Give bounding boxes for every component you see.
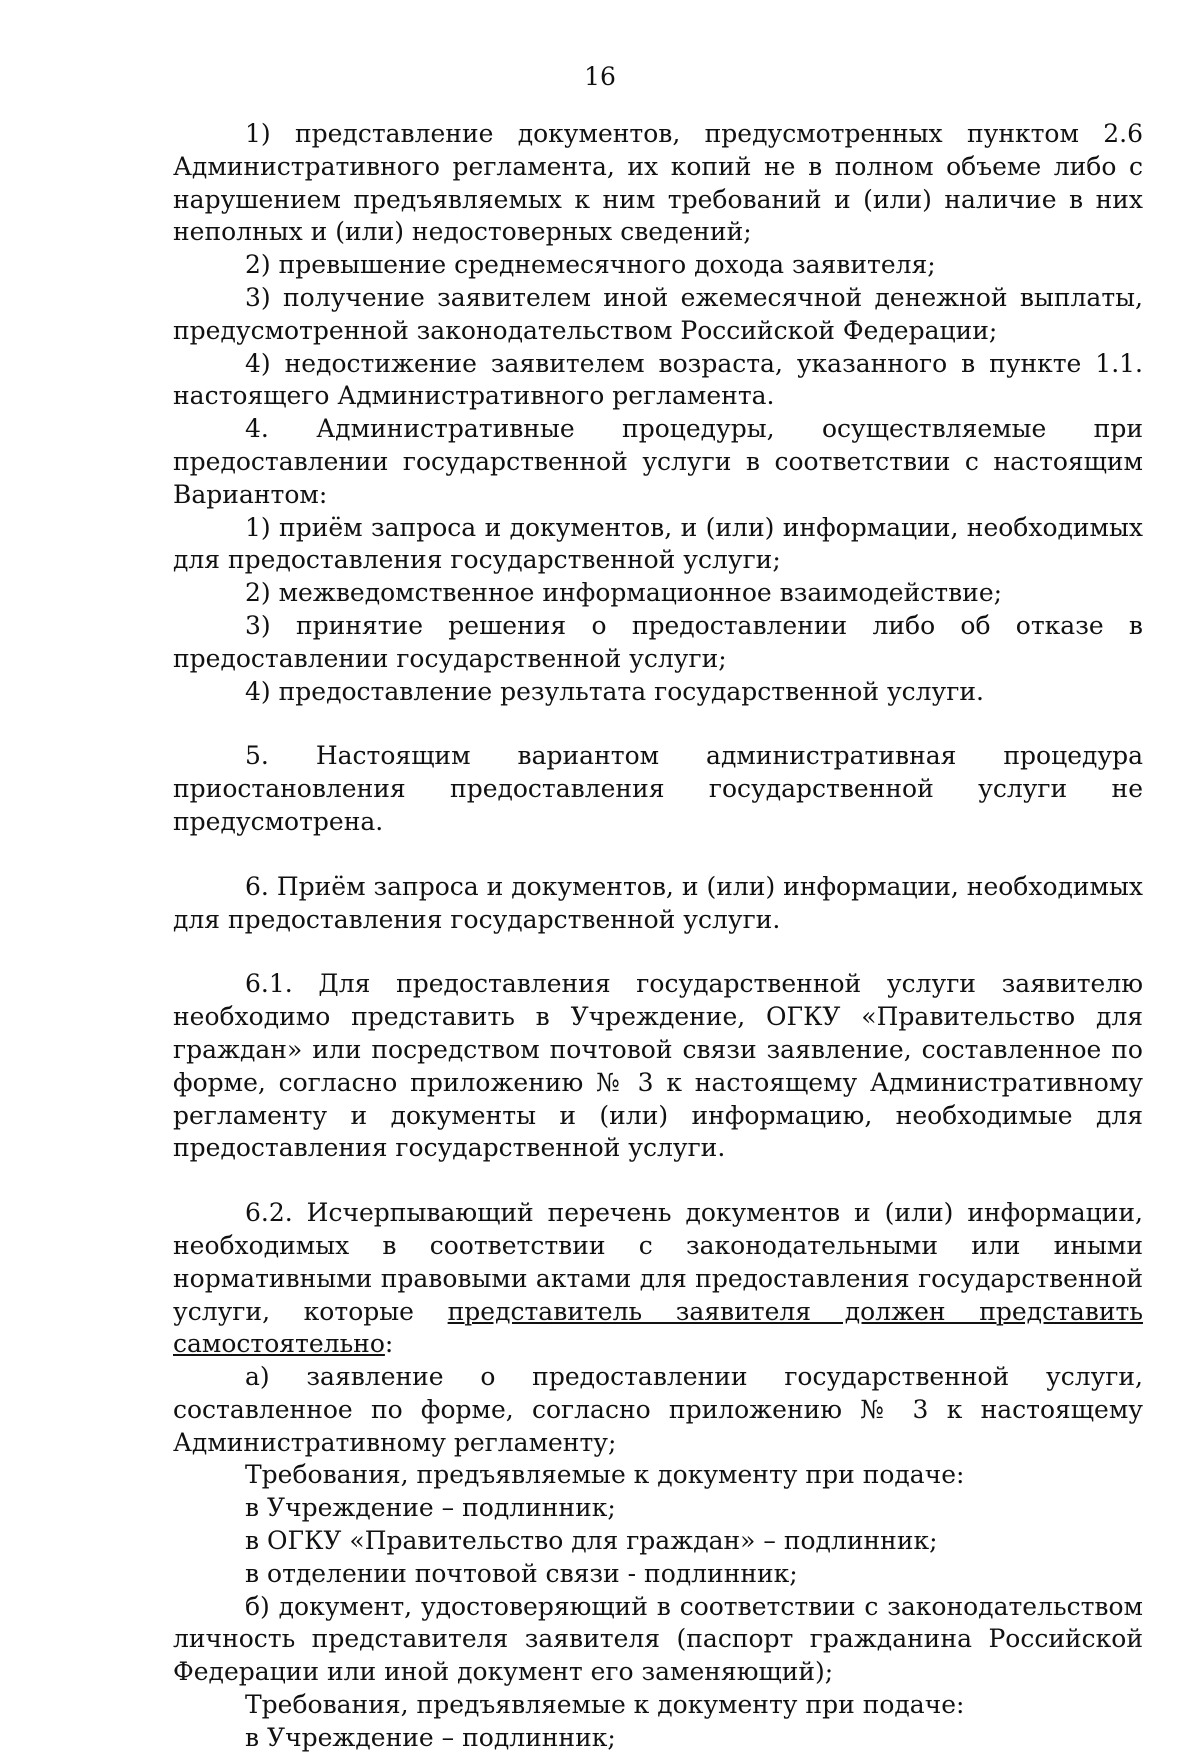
paragraph-section-4: 4. Административные процедуры, осуществляемые при предоставлении государственной услуги в соответствии с настоящим Вариантом: [173,414,1143,509]
paragraph-procedure-1: 1) приём запроса и документов, и (или) информации, необходимых для предоставления государственной услуги; [173,512,1143,575]
paragraph-procedure-4: 4) предоставление результата государственной услуги. [245,676,984,706]
paragraph-req-institution-a: в Учреждение – подлинник; [245,1493,616,1523]
paragraph-reason-1: 1) представление документов, предусмотренных пунктом 2.6 Административного регламента, их копий не в полном объеме либо с нарушением предъявляемых к ним требований и (или) наличие в них неполных и (или) недостоверных сведений; [173,119,1143,247]
paragraph-reason-3: 3) получение заявителем иной ежемесячной денежной выплаты, предусмотренной законодательством Российской Федерации; [173,282,1143,345]
paragraph-req-ogku-a: в ОГКУ «Правительство для граждан» – подлинник; [245,1526,938,1556]
paragraph-procedure-3: 3) принятие решения о предоставлении либо об отказе в предоставлении государственной услуги; [173,610,1143,673]
page-number: 16 [584,62,616,91]
paragraph-reason-2: 2) превышение среднемесячного дохода заявителя; [245,250,936,280]
paragraph-section-6-2 [173,1197,1143,1361]
section-6-2-underlined: представитель заявителя должен представить самостоятельно [173,1296,1143,1359]
paragraph-section-5: 5. Настоящим вариантом административная процедура приостановления предоставления государственной услуги не предусмотрена. [173,741,1143,836]
section-6-2-tail: : [384,1329,394,1359]
paragraph-requirements-a: Требования, предъявляемые к документу при подаче: [245,1460,965,1490]
paragraph-requirements-b: Требования, предъявляемые к документу при подаче: [245,1690,965,1720]
document-body [173,118,1143,1755]
paragraph-req-post-a: в отделении почтовой связи - подлинник; [245,1558,798,1588]
paragraph-procedure-2: 2) межведомственное информационное взаимодействие; [245,578,1003,608]
paragraph-section-6: 6. Приём запроса и документов, и (или) информации, необходимых для предоставления государственной услуги. [173,871,1143,934]
paragraph-section-6-1: 6.1. Для предоставления государственной услуги заявителю необходимо представить в Учреждение, ОГКУ «Правительство для граждан» или посредством почтовой связи заявление, составленное по форме, согласно приложению № 3 к настоящему Административному регламенту и документы и (или) информацию, необходимые для предоставления государственной услуги. [173,969,1143,1163]
paragraph-item-a: а) заявление о предоставлении государственной услуги, составленное по форме, согласно приложению № 3 к настоящему Административному регламенту; [173,1362,1143,1457]
paragraph-item-b: б) документ, удостоверяющий в соответствии с законодательством личность представителя заявителя (паспорт гражданина Российской Федерации или иной документ его заменяющий); [173,1591,1143,1687]
paragraph-req-institution-b: в Учреждение – подлинник; [245,1722,616,1752]
section-6-2-lead: 6.2. Исчерпывающий перечень документов и (или) информации, необходимых в соответствии с законодательными или иными нормативными правовыми актами для предоставления государственной услуги, которые [173,1198,1143,1326]
paragraph-reason-4: 4) недостижение заявителем возраста, указанного в пункте 1.1. настоящего Административного регламента. [173,348,1143,411]
